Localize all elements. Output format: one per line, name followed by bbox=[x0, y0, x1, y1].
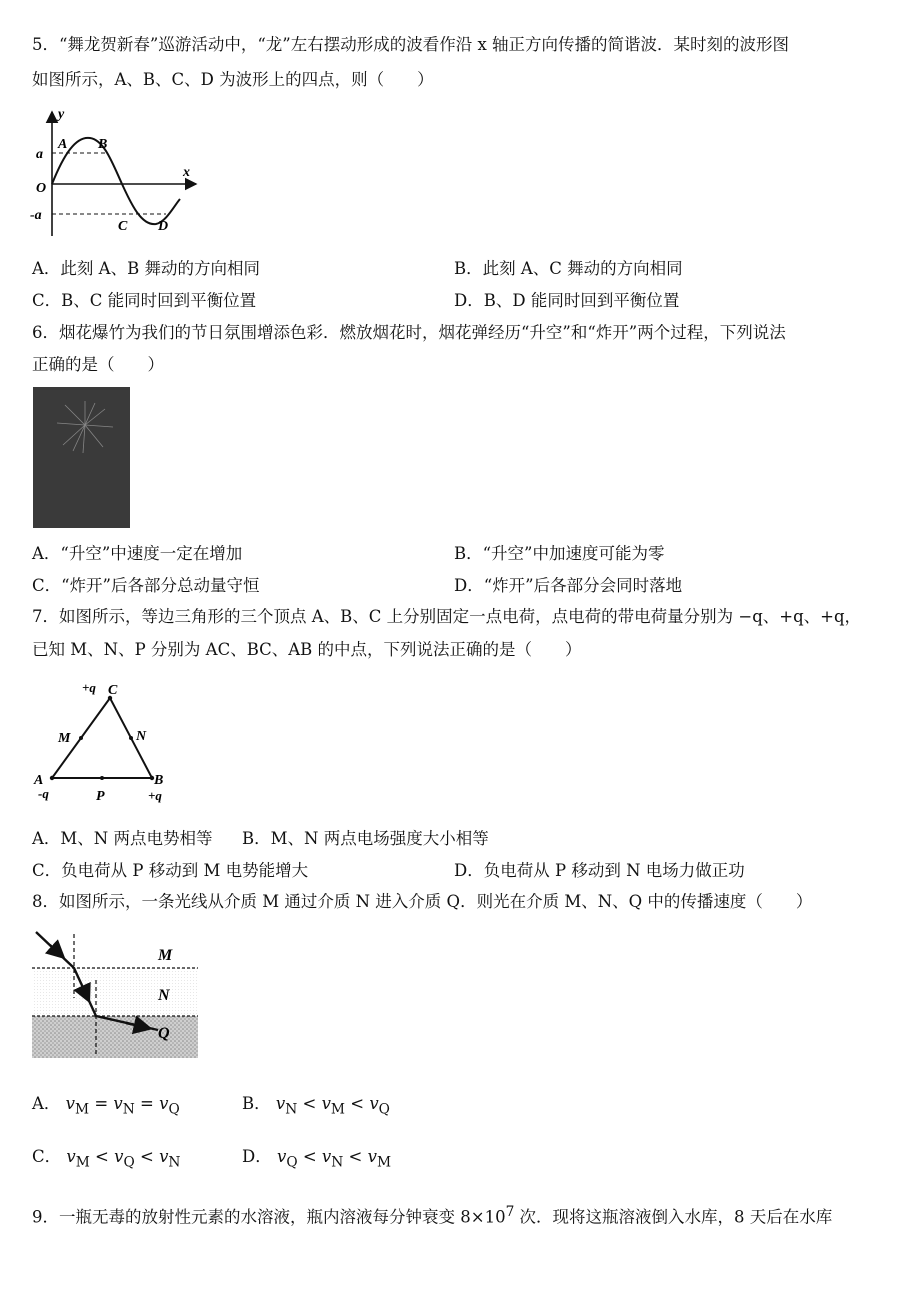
q5-option-c[interactable]: C．B、C 能同时回到平衡位置 bbox=[32, 291, 257, 310]
q5-option-a[interactable]: A．此刻 A、B 舞动的方向相同 bbox=[32, 259, 260, 278]
q6-option-b[interactable]: B．“升空”中加速度可能为零 bbox=[454, 544, 665, 563]
charge-A-label: -q bbox=[38, 786, 49, 801]
q7-stem-line1: 7．如图所示，等边三角形的三个顶点 A、B、C 上分别固定一点电荷，点电荷的带电荷量分别为 −q、+q、+q， bbox=[32, 607, 862, 626]
option-text: B． $v_N < v_M < v_Q$ bbox=[242, 1094, 390, 1118]
q9-stem-line1: 9．一瓶无毒的放射性元素的水溶液，瓶内溶液每分钟衰变 $8\times 10^7$ 次．现将这瓶溶液倒入水库，8 天后在水库 bbox=[32, 1204, 833, 1227]
q5-wave-figure bbox=[28, 104, 208, 244]
q8-option-d[interactable] bbox=[242, 1146, 391, 1173]
q6-option-d[interactable]: D．“炸开”后各部分会同时落地 bbox=[454, 576, 683, 595]
option-text: D． $v_Q < v_N < v_M$ bbox=[242, 1147, 392, 1171]
q5-stem-line1: 5．“舞龙贺新春”巡游活动中，“龙”左右摆动形成的波看作沿 x 轴正方向传播的简谐波．某时刻的波形图 bbox=[32, 35, 790, 54]
q7-option-b[interactable]: B．M、N 两点电场强度大小相等 bbox=[242, 829, 489, 848]
q7-option-d[interactable]: D．负电荷从 P 移动到 N 电场力做正功 bbox=[454, 861, 745, 880]
point-B-label: B bbox=[98, 137, 108, 152]
q8-refraction-figure bbox=[30, 928, 200, 1060]
q7-triangle-figure bbox=[30, 676, 180, 806]
medium-N-label: N bbox=[158, 987, 170, 1004]
q7-option-c[interactable]: C．负电荷从 P 移动到 M 电势能增大 bbox=[32, 861, 309, 880]
q8-option-a[interactable] bbox=[32, 1093, 180, 1120]
q6-option-a[interactable]: A．“升空”中速度一定在增加 bbox=[32, 544, 243, 563]
vertex-A-label: A bbox=[34, 773, 44, 788]
midpoint-N-label: N bbox=[136, 729, 147, 744]
q7-stem-line2: 已知 M、N、P 分别为 AC、BC、AB 的中点，下列说法正确的是（ ） bbox=[32, 640, 582, 659]
midpoint-P-label: P bbox=[96, 789, 105, 804]
q6-stem-line1: 6．烟花爆竹为我们的节日氛围增添色彩．燃放烟花时，烟花弹经历“升空”和“炸开”两个过程，下列说法 bbox=[32, 323, 786, 342]
y-axis-label: y bbox=[58, 107, 65, 122]
charge-B-label: +q bbox=[148, 788, 162, 803]
medium-M-label: M bbox=[158, 947, 173, 964]
q5-option-d[interactable]: D．B、D 能同时回到平衡位置 bbox=[454, 291, 680, 310]
q8-option-b[interactable] bbox=[242, 1093, 390, 1120]
charge-C-label: +q bbox=[82, 680, 96, 695]
x-axis-label: x bbox=[183, 165, 190, 180]
medium-Q-label: Q bbox=[158, 1025, 170, 1042]
q6-stem-line2: 正确的是（ ） bbox=[32, 355, 164, 374]
fireworks-photo bbox=[33, 387, 130, 528]
option-text: C． $v_M < v_Q < v_N$ bbox=[32, 1147, 181, 1171]
q6-option-c[interactable]: C．“炸开”后各部分总动量守恒 bbox=[32, 576, 260, 595]
midpoint-M-label: M bbox=[58, 731, 71, 746]
origin-label: O bbox=[36, 181, 47, 196]
q5-stem-line2: 如图所示，A、B、C、D 为波形上的四点，则（ ） bbox=[32, 70, 434, 89]
neg-a-label: -a bbox=[30, 208, 42, 223]
vertex-C-label: C bbox=[108, 683, 118, 698]
q7-option-a[interactable]: A．M、N 两点电势相等 bbox=[32, 829, 213, 848]
wave-curve bbox=[52, 138, 180, 224]
point-A-label: A bbox=[58, 137, 68, 152]
a-label: a bbox=[36, 147, 43, 162]
q8-stem-line1: 8．如图所示，一条光线从介质 M 通过介质 N 进入介质 Q．则光在介质 M、N、Q 中的传播速度（ ） bbox=[32, 892, 813, 911]
q8-option-c[interactable] bbox=[32, 1146, 180, 1173]
q5-option-b[interactable]: B．此刻 A、C 舞动的方向相同 bbox=[454, 259, 683, 278]
vertex-B-label: B bbox=[154, 773, 164, 788]
point-D-label: D bbox=[158, 219, 169, 234]
point-C-label: C bbox=[118, 219, 128, 234]
option-text: A． $v_M = v_N = v_Q$ bbox=[32, 1094, 180, 1118]
